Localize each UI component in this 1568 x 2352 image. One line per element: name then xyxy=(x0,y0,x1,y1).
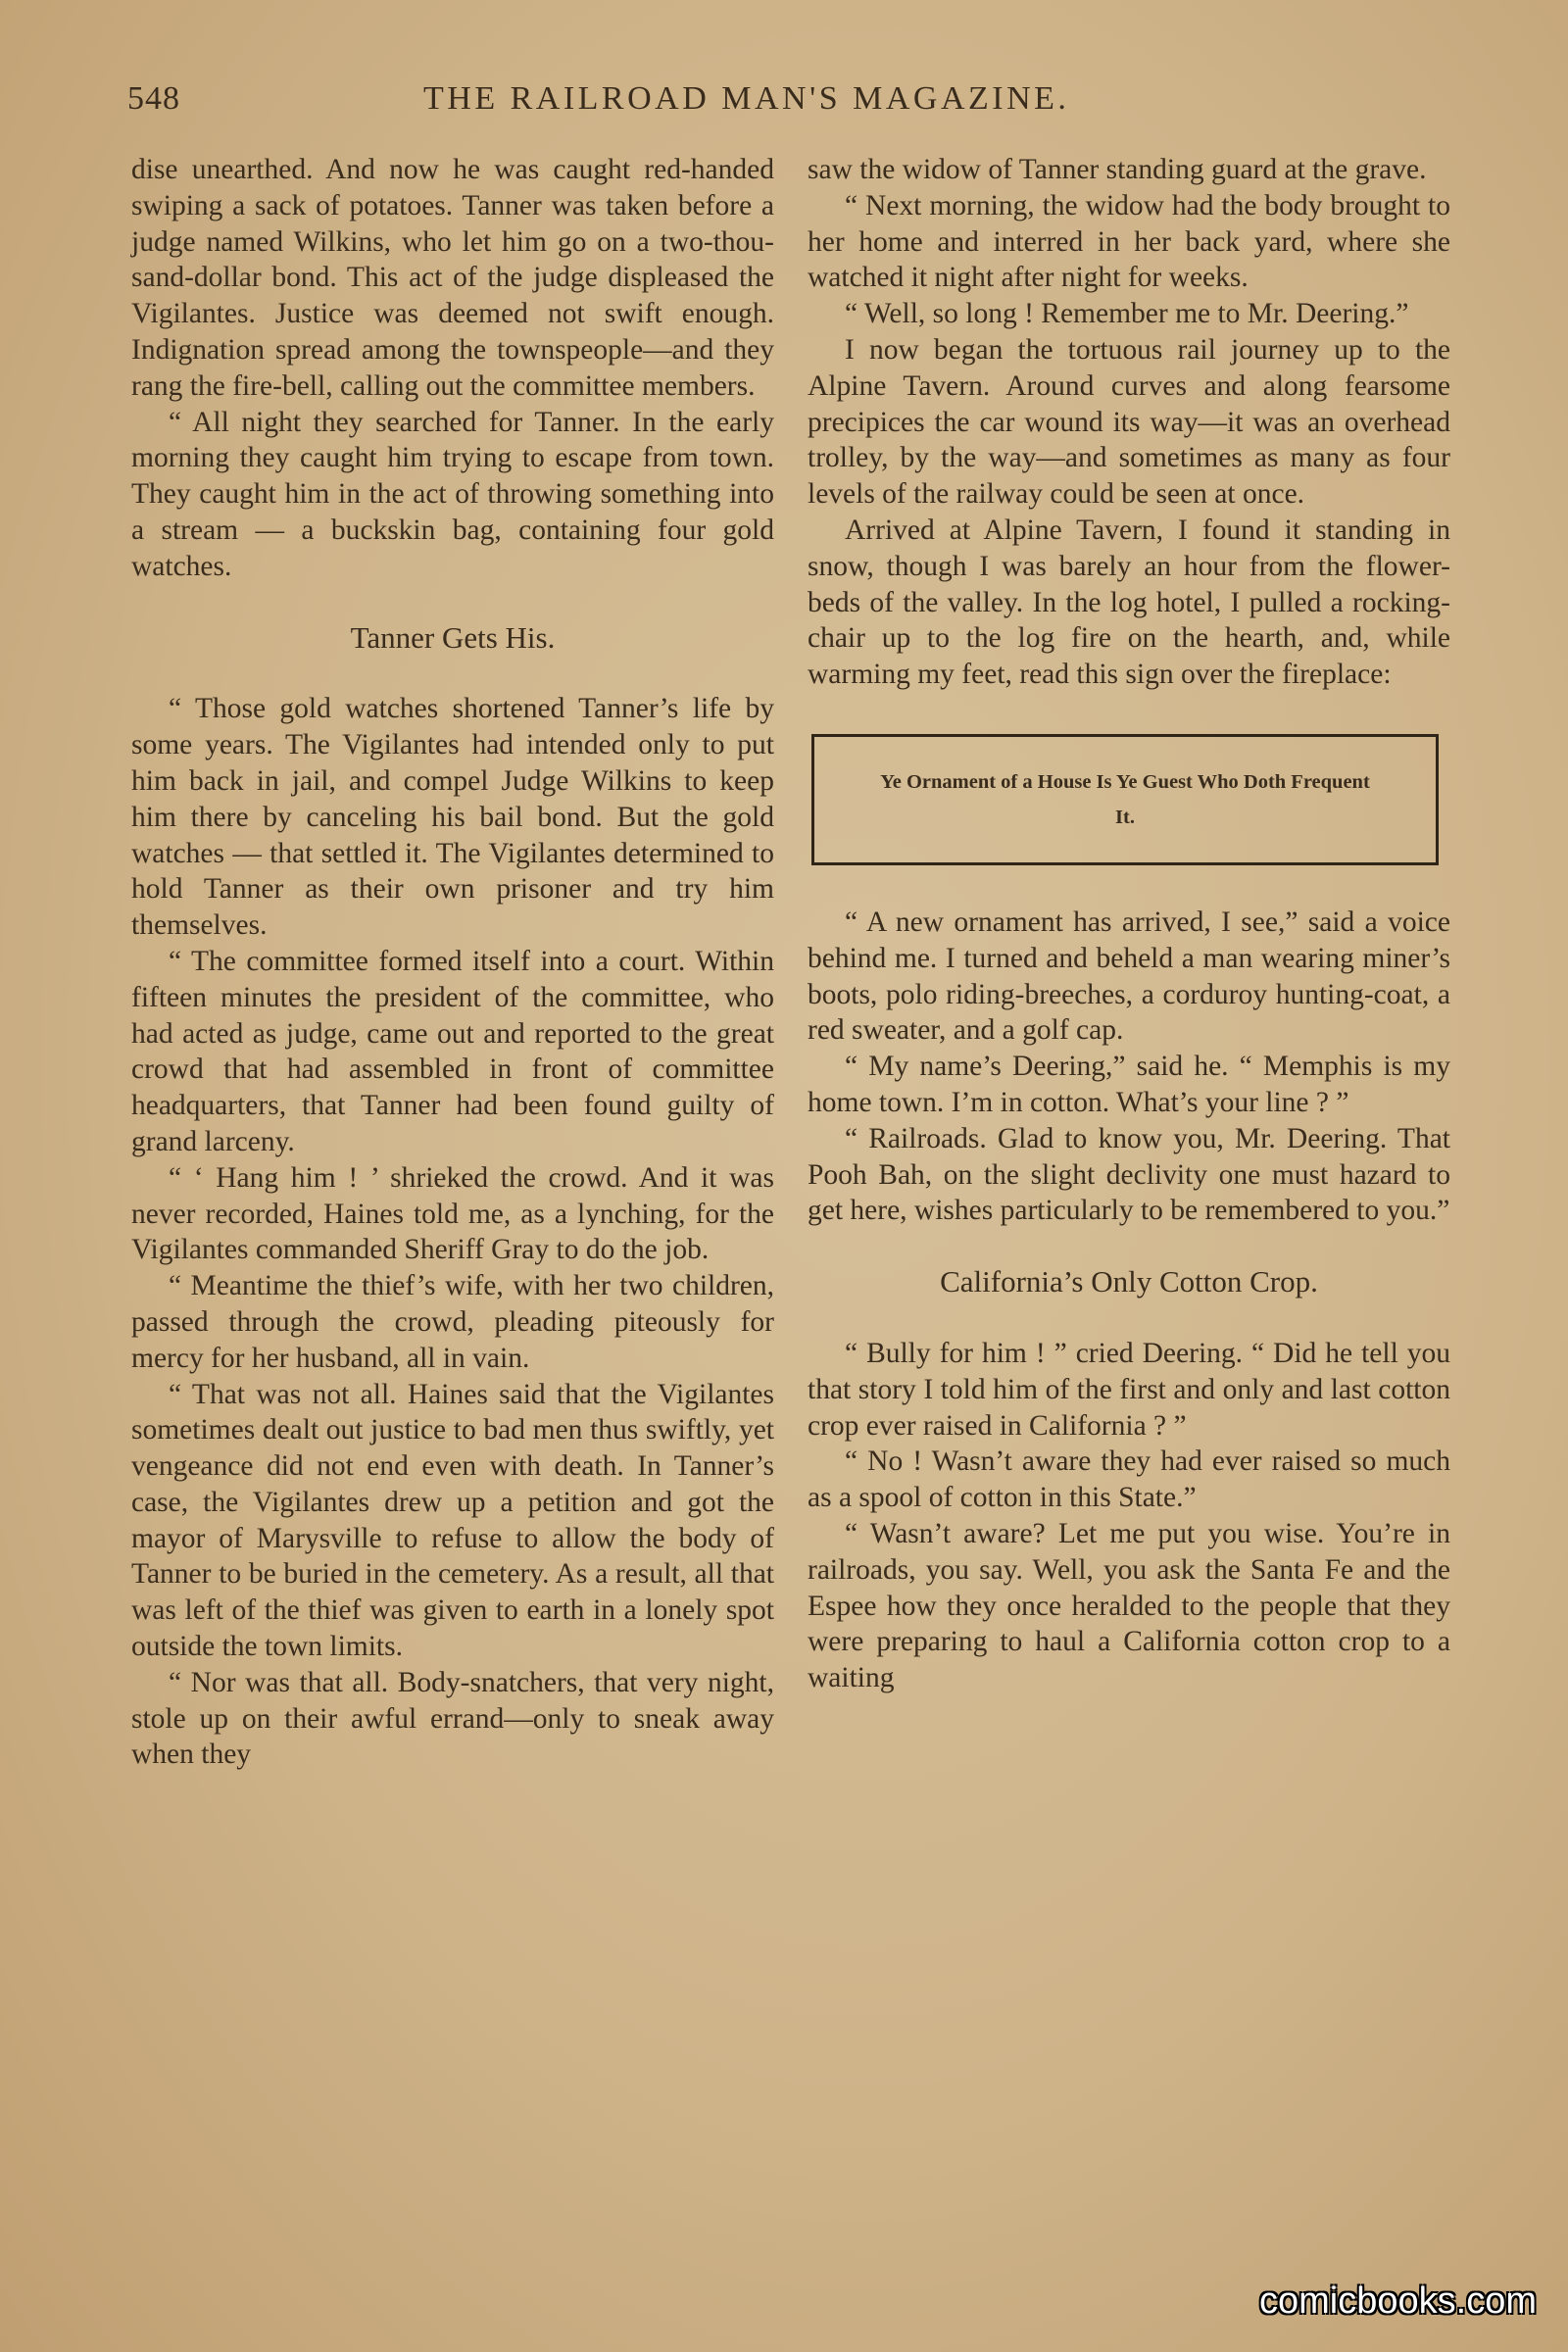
paragraph: “ My name’s Deering,” said he. “ Memphis is my home town. I’m in cotton. What’s your line ? ” xyxy=(808,1051,1450,1118)
paragraph: “ Railroads. Glad to know you, Mr. Deering. That Pooh Bah, on the slight declivity one must hazard to get here, wishes particularly to be remembered to you.” xyxy=(808,1122,1450,1227)
paragraph: “ Meantime the thief’s wife, with her two children, passed through the crowd, pleading piteously for mercy for her husband, all in vain. xyxy=(131,1270,774,1374)
section-heading: Tanner Gets His. xyxy=(350,619,556,655)
paragraph: “ No ! Wasn’t aware they had ever raised so much as a spool of cotton in this State.” xyxy=(808,1446,1450,1514)
paragraph: “ A new ornament has arrived, I see,” said a voice behind me. I turned and beheld a man wearing miner’s boots, polo riding-breeches, a corduroy hunting-coat, a red sweater, and a golf cap. xyxy=(808,906,1450,1047)
paragraph: I now began the tortuous rail journey up to the Alpine Tavern. Around curves and along fearsome precipices the car wound its way—it was an overhead trolley, by the way—and sometimes as many as four levels of the railway could be seen at once. xyxy=(808,333,1450,511)
paragraph: “ Nor was that all. Body-snatchers, that very night, stole up on their awful errand—only to sneak away when they xyxy=(131,1666,774,1771)
paragraph: “ Bully for him ! ” cried Deering. “ Did he tell you that story I told him of the first and only and last cotton crop ever raised in California ? ” xyxy=(808,1337,1450,1442)
paragraph: “ ‘ Hang him ! ’ shrieked the crowd. And it was never recorded, Haines told me, as a lynching, for the Vigilantes commanded Sheriff Gray to do the job. xyxy=(131,1161,774,1266)
sign-text: Ye Ornament of a House Is Ye Guest Who Doth Frequent It. xyxy=(880,770,1370,828)
page-header xyxy=(127,80,1450,129)
paragraph: “ The committee formed itself into a court. Within fifteen minutes the president of the committee, who had acted as judge, came out and reported to the great crowd that had assembled in front of committee headquarters, that Tanner had been found guilty of grand larceny. xyxy=(131,945,774,1157)
paragraph: dise unearthed. And now he was caught red-handed swiping a sack of potatoes. Tanner was taken before a judge named Wilkins, who let him go on a two-thousand-dollar bond. This act of the judge displeased the Vigilantes. Justice was deemed not swift enough. Indignation spread among the townspeople—and they rang the fire-bell, calling out the committee members. xyxy=(131,154,774,402)
running-title: THE RAILROAD MAN'S MAGAZINE. xyxy=(423,80,1070,117)
watermark: comicbooks.com xyxy=(1259,2280,1537,2322)
left-column xyxy=(131,152,774,1773)
paragraph: saw the widow of Tanner standing guard at the grave. xyxy=(808,154,1427,185)
paragraph: Arrived at Alpine Tavern, I found it standing in snow, though I was barely an hour from the flower-beds of the valley. In the log hotel, I pulled a rocking-chair up to the log fire on the hearth, and, while warming my feet, read this sign over the fireplace: xyxy=(808,514,1450,691)
page-number: 548 xyxy=(127,80,180,117)
fireplace-sign xyxy=(811,734,1439,865)
right-column xyxy=(808,152,1450,1696)
paragraph: “ Next morning, the widow had the body brought to her home and interred in her back yard, where she watched it night after night for weeks. xyxy=(808,189,1450,294)
paragraph: “ That was not all. Haines said that the Vigilantes sometimes dealt out justice to bad men thus swiftly, yet vengeance did not end even with death. In Tanner’s case, the Vigilantes drew up a petition and got the mayor of Marysville to refuse to allow the body of Tanner to be buried in the cemetery. As a result, all that was left of the thief was given to earth in a lonely spot outside the town limits. xyxy=(131,1378,774,1663)
paragraph: “ All night they searched for Tanner. In the early morning they caught him trying to escape from town. They caught him in the act of throwing something into a stream — a buckskin bag, containing four gold watches. xyxy=(131,406,774,582)
section-heading: California’s Only Cotton Crop. xyxy=(940,1264,1318,1299)
paragraph: “ Those gold watches shortened Tanner’s life by some years. The Vigilantes had intended only to put him back in jail, and compel Judge Wilkins to keep him there by canceling his bail bond. But the gold watches — that settled it. The Vigilantes determined to hold Tanner as their own prisoner and try him themselves. xyxy=(131,693,774,942)
paragraph: “ Well, so long ! Remember me to Mr. Deering.” xyxy=(845,298,1409,330)
paragraph: “ Wasn’t aware? Let me put you wise. You’re in railroads, you say. Well, you ask the Santa Fe and the Espee how they once heralded to the people that they were preparing to haul a California cotton crop to a waiting xyxy=(808,1517,1450,1694)
